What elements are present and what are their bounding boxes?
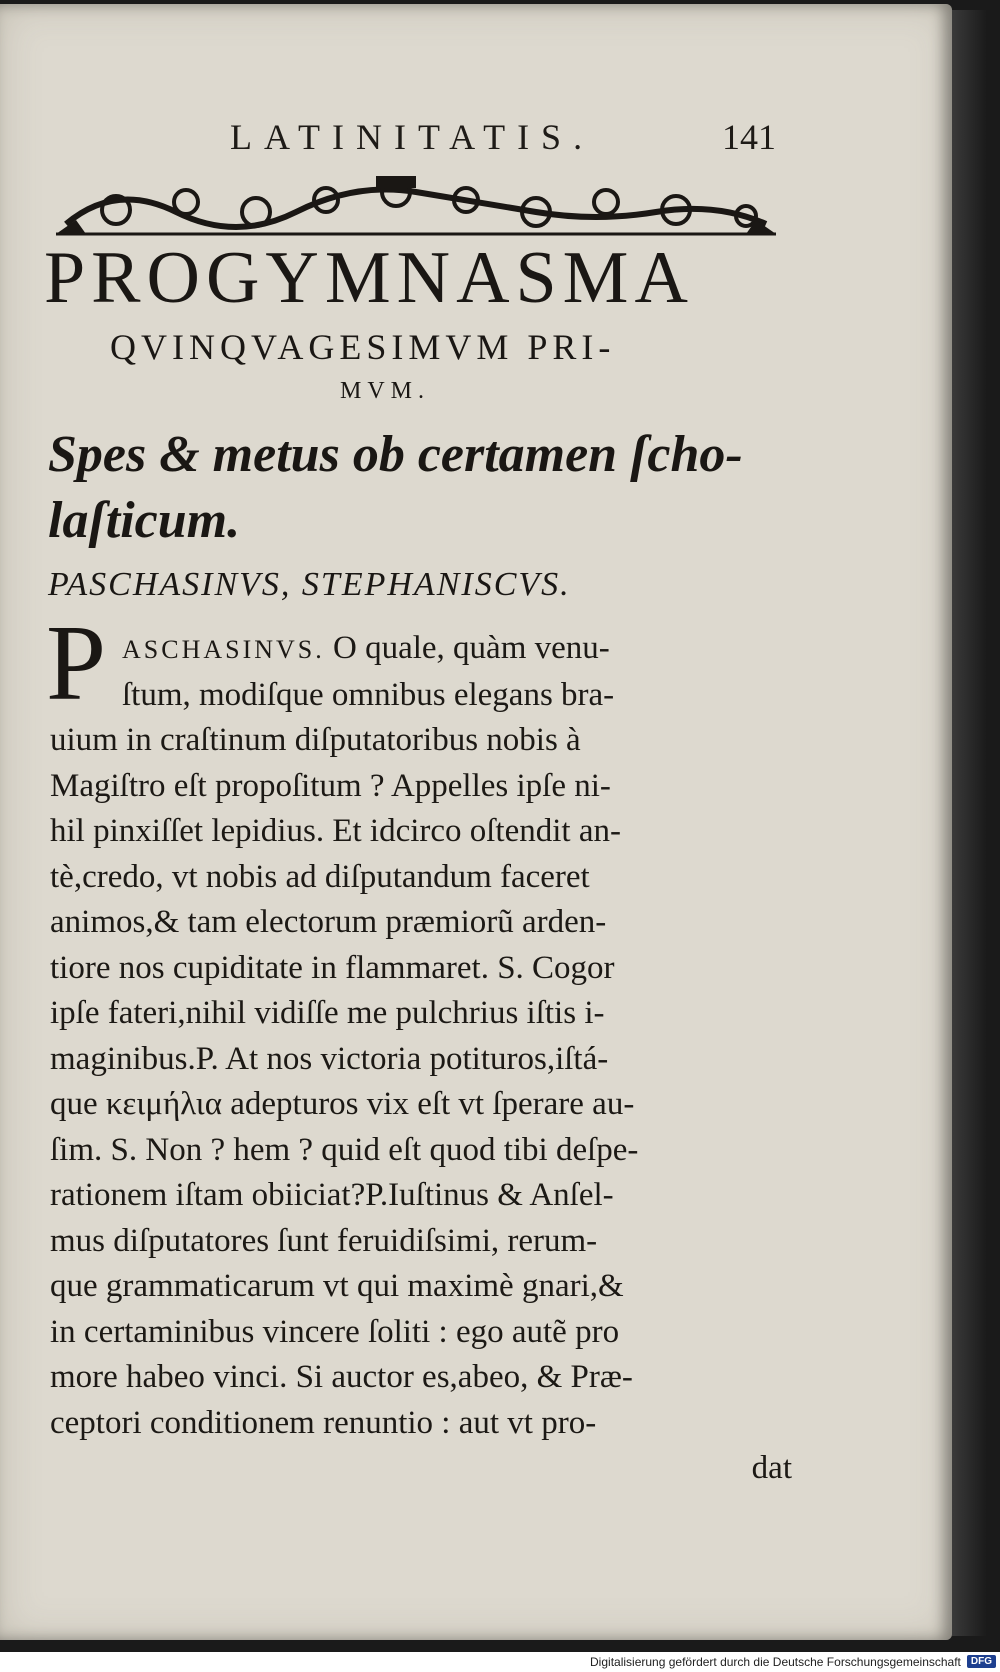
section-title: PROGYMNASMA xyxy=(44,237,694,319)
body-line: que grammaticarum vt qui maximè gnari,& xyxy=(50,1268,624,1304)
drop-cap: P xyxy=(46,604,107,723)
body-line: rationem iſtam obiiciat?P.Iuſtinus & Anſel- xyxy=(50,1177,614,1213)
section-subtitle-line-1: QVINQVAGESIMVM PRI- xyxy=(110,327,616,367)
body-line: ceptori conditionem renuntio : aut vt pro- xyxy=(50,1404,597,1441)
body-line: tè,credo, vt nobis ad diſputandum faceret xyxy=(50,858,590,895)
body-line: mus diſputatores ſunt feruidiſsimi, rerum- xyxy=(50,1222,598,1259)
body-line: Magiſtro eſt propoſitum ? Appelles ipſe ni- xyxy=(50,767,611,804)
body-line: ipſe fateri,nihil vidiſſe me pulchrius iſtis i- xyxy=(50,995,605,1031)
body-line: in certaminibus vincere ſoliti : ego autẽ pro xyxy=(50,1313,620,1350)
catchword: dat xyxy=(751,1450,792,1486)
running-head: LATINITATIS. xyxy=(230,117,595,157)
body-line: que κειμήλια adepturos vix eſt vt ſperare au- xyxy=(50,1086,635,1122)
dialogue-body xyxy=(50,626,792,1492)
headpiece-ornament-icon xyxy=(56,172,776,244)
digitization-footer xyxy=(0,1654,1000,1672)
body-line: more habeo vinci. Si auctor es,abeo, & Præ- xyxy=(50,1359,633,1395)
section-subtitle-line-2: MVM. xyxy=(340,378,431,404)
body-line: ſim. S. Non ? hem ? quid eſt quod tibi deſpe- xyxy=(50,1131,639,1168)
body-line: hil pinxiſſet lepidius. Et idcirco oſtendit an- xyxy=(50,813,621,849)
body-line: animos,& tam electorum præmiorũ arden- xyxy=(50,904,607,940)
body-line: maginibus.P. At nos victoria potituros,iſtá- xyxy=(50,1040,609,1077)
body-line: ASCHASINVS. O quale, quàm venu- xyxy=(122,630,610,666)
theme-line-1: Spes & metus ob certamen ſcho- xyxy=(48,426,743,483)
speaker-name: ASCHASINVS. xyxy=(122,635,325,664)
book-page xyxy=(0,4,952,1640)
body-line: uium in craſtinum diſputatoribus nobis à xyxy=(50,722,581,758)
body-line: ſtum, modiſque omnibus elegans bra- xyxy=(122,676,615,713)
page-number: 141 xyxy=(722,117,776,157)
dialogue-theme xyxy=(48,422,788,554)
theme-line-2: laſticum. xyxy=(48,492,241,549)
speaker-list: PASCHASINVS, STEPHANISCVS. xyxy=(48,566,571,603)
page-edge xyxy=(952,10,986,1636)
dfg-logo-icon: DFG xyxy=(967,1655,996,1668)
funding-credit: Digitalisierung gefördert durch die Deutsche Forschungsgemeinschaft xyxy=(590,1654,961,1669)
body-line: tiore nos cupiditate in flammaret. S. Cogor xyxy=(50,949,615,986)
